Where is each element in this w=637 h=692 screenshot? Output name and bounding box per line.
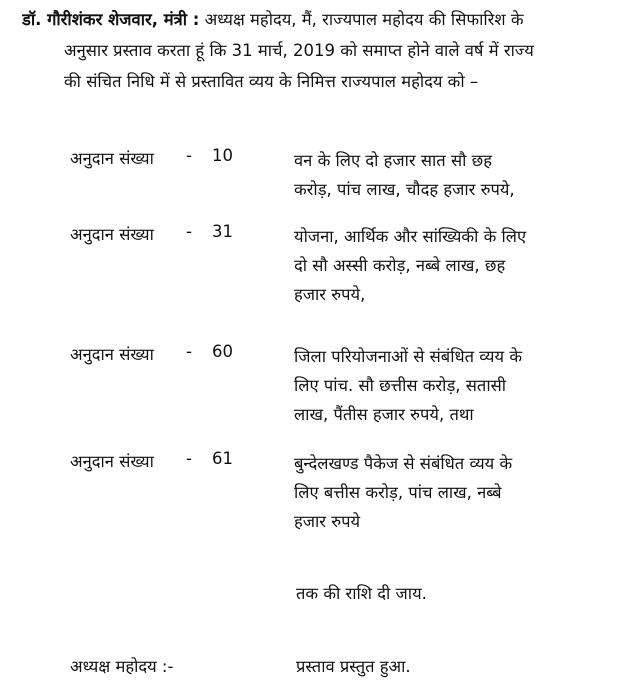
- grant-description: [294, 342, 584, 429]
- grant-description-line: हजार रुपये,: [294, 285, 366, 304]
- grant-description-line: दो सौ अस्सी करोड़, नब्बे लाख, छह: [294, 256, 506, 275]
- grant-description-line: लिए पांच. सौ छत्तीस करोड़, सतासी: [294, 376, 507, 395]
- grant-description-line: बुन्देलखण्ड पैकेज से संबंधित व्यय के: [294, 454, 513, 473]
- grant-dash: -: [186, 449, 192, 468]
- grant-description-line: वन के लिए दो हजार सात सौ छह: [294, 151, 492, 170]
- speaker-reply-label: अध्यक्ष महोदय :-: [70, 657, 174, 676]
- intro-line-1: [22, 4, 630, 35]
- grant-label: अनुदान संख्या: [70, 452, 154, 471]
- grant-description: [294, 449, 584, 536]
- grant-description: [294, 146, 584, 204]
- grant-description-line: लिए बत्तीस करोड़, पांच लाख, नब्बे: [294, 483, 502, 502]
- grant-description-line: करोड़, पांच लाख, चौदह हजार रुपये,: [294, 180, 515, 199]
- grant-number: 60: [212, 342, 233, 361]
- grant-description-line: लाख, पैंतीस हजार रुपये, तथा: [294, 405, 474, 424]
- grant-description-line: योजना, आर्थिक और सांख्यिकी के लिए: [294, 227, 527, 246]
- grant-description-line: जिला परियोजनाओं से संबंधित व्यय के: [294, 347, 522, 366]
- grant-description: [294, 222, 584, 309]
- intro-line-2: अनुसार प्रस्ताव करता हूं कि 31 मार्च, 2019 को समाप्त होने वाले वर्ष में राज्य: [64, 41, 534, 60]
- grant-dash: -: [186, 222, 192, 241]
- grant-description-line: हजार रुपये: [294, 512, 361, 531]
- grant-label: अनुदान संख्या: [70, 345, 154, 364]
- grant-number: 10: [212, 146, 233, 165]
- speaker-reply-text: प्रस्ताव प्रस्तुत हुआ.: [296, 657, 411, 676]
- grant-dash: -: [186, 342, 192, 361]
- speaker-name: डॉ. गौरीशंकर शेजवार, मंत्री :: [22, 10, 200, 29]
- intro-paragraph: [22, 4, 630, 97]
- grant-label: अनुदान संख्या: [70, 149, 154, 168]
- intro-line-3: की संचित निधि में से प्रस्तावित व्यय के निमित्त राज्यपाल महोदय को –: [64, 72, 479, 91]
- grant-dash: -: [186, 146, 192, 165]
- grant-label: अनुदान संख्या: [70, 225, 154, 244]
- intro-line-1-text: अध्यक्ष महोदय, मैं, राज्यपाल महोदय की सिफारिश के: [199, 10, 524, 29]
- closing-line: तक की राशि दी जाय.: [296, 584, 427, 603]
- grant-number: 31: [212, 222, 233, 241]
- grant-number: 61: [212, 449, 233, 468]
